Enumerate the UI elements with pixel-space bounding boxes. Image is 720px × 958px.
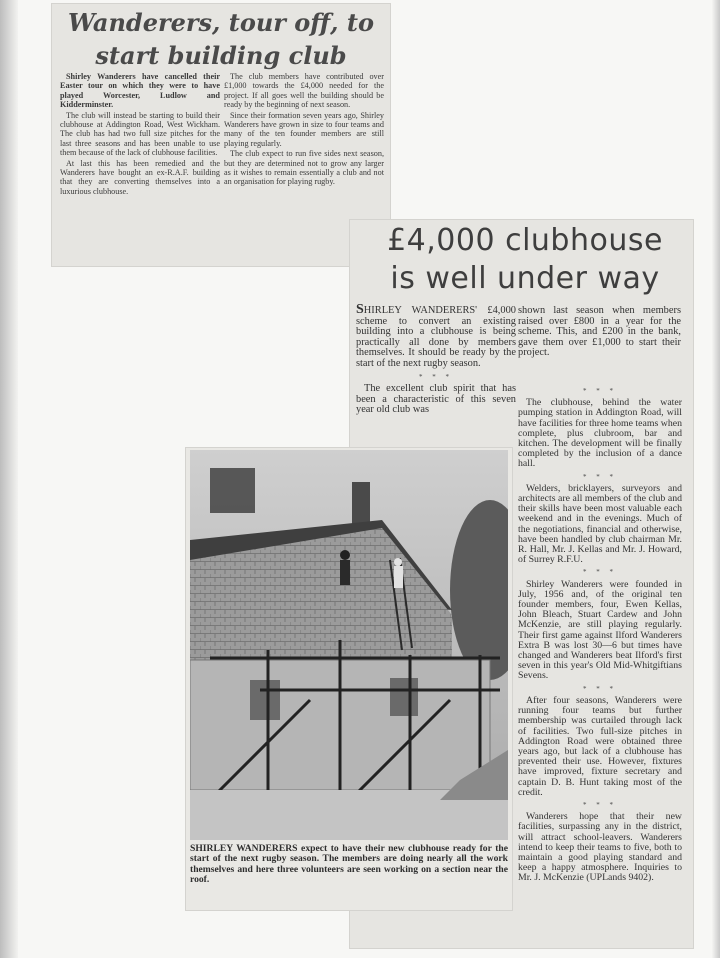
scan-right-edge (712, 0, 720, 958)
paragraph: Welders, bricklayers, surveyors and architects are all members of the club and their skills have been most valuable each weekend and in the evenings. Much of the negotiations, financial and otherwise, have been handled by club chairman Mr. R. Hall, Mr. J. Kellas and Mr. J. Howard, of Surrey R.F.U. (518, 482, 682, 566)
drop-cap: S (356, 302, 364, 317)
headline-clubhouse (360, 222, 690, 298)
separator: * * * (583, 472, 617, 481)
clubhouse-photo (190, 450, 508, 840)
separator: * * * (583, 387, 617, 395)
article2-right-column-top (518, 306, 681, 361)
headline-line-2: is well under way (390, 261, 660, 296)
paragraph: shown last season when members raised over £800 in a year for the scheme. This, and £200 in the bank, gave them over £1,000 to start their project. (518, 305, 681, 359)
article1-column-1 (60, 72, 220, 197)
headline-line-1: £4,000 clubhouse (387, 223, 663, 258)
paragraph: The club members have contributed over £1,000 towards the £4,000 needed for the project. If all goes well the building should be ready by the beginning of next season. (224, 72, 384, 110)
paragraph: The club expect to run five sides next season, but they are determined not to grow any larger as it wishes to remain essentially a club and not an organisation for playing rugby. (224, 149, 384, 187)
photo-caption: SHIRLEY WANDERERS expect to have their new clubhouse ready for the start of the next rugby season. The members are doing nearly all the work themselves and here three volunteers are seen working on a section near the roof. (190, 843, 508, 886)
paragraph: Since their formation seven years ago, Shirley Wanderers have grown in size to four teams and many of the ten founder members are still playing regularly. (224, 110, 384, 148)
headline-line-1: Wanderers, tour off, to (68, 8, 374, 37)
paragraph: The excellent club spirit that has been a characteristic of this seven year old club was (356, 383, 516, 416)
article2-left-column (356, 302, 516, 418)
article1-column-2 (224, 72, 384, 188)
clubhouse-photo-drawing (190, 450, 508, 840)
scan-left-edge (0, 0, 18, 958)
paragraph: After four seasons, Wanderers were running four teams but further membership was curtailed through lack of facilities. Two full-size pitches in Addington Road were obtained three years ago, but lack of a clubhouse has prevented their use. However, fixtures have improved, fixture secretary and captain D. B. Hunt taking most of the credit. (518, 694, 682, 798)
article2-right-column (518, 386, 682, 886)
paragraph: HIRLEY WANDERERS' £4,000 scheme to convert an existing building into a clubhouse is being practically all done by members themselves. It should be ready by the start of the next rugby season. (356, 305, 516, 369)
paragraph: Shirley Wanderers were founded in July, 1956 and, of the original ten founder members, four, Ewen Kellas, John Bleach, Stuart Cardew and John McKenzie, are still playing regularly. Their first game against Ilford Wanderers Extra B was lost 30—6 but times have changed and Wanderers beat Ilford's first seven in this year's Old Mid-Whitgiftians Sevens. (518, 578, 682, 682)
headline-line-2: start building club (95, 41, 347, 70)
paragraph: Wanderers hope that their new facilities, surpassing any in the district, will attract school-leavers. Wanderers intend to keep their teams to five, both to maintain a good playing standard and keep a happy atmosphere. Inquiries to Mr. J. McKenzie (UPLands 9402). (518, 811, 682, 884)
separator: * * * (583, 800, 617, 809)
separator: * * * (583, 684, 617, 693)
headline-tour-off (60, 6, 382, 72)
paragraph: Shirley Wanderers have cancelled their Easter tour on which they were to have played Worcester, Ludlow and Kidderminster. (60, 72, 220, 110)
paragraph: The club will instead be starting to build their clubhouse at Addington Road, West Wickham. The club has had two full size pitches for the last three seasons and has been unable to use them because of the lack of clubhouse facilities. (60, 110, 220, 158)
paragraph: The clubhouse, behind the water pumping station in Addington Road, will have facilities for three home teams when complete, plus clubroom, bar and kitchen. The development will be finally completed by the inclusion of a dance hall. (518, 397, 682, 470)
separator: * * * (419, 372, 453, 381)
paragraph: At last this has been remedied and the Wanderers have bought an ex-R.A.F. building that they are converting themselves into a luxurious clubhouse. (60, 158, 220, 196)
separator: * * * (583, 568, 617, 577)
